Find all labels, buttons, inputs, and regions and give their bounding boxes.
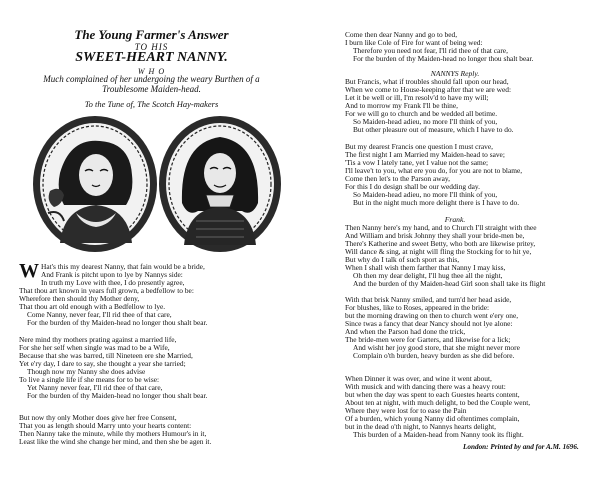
left-stanza-3 (19, 414, 211, 446)
title-line-3: SWEET-HEART NANNY. (75, 50, 228, 65)
woman-portrait-woodcut (30, 113, 160, 255)
verse-line: Will dance & sing, at night will fling the Stocking for to hit ye, (345, 247, 532, 257)
verse-line: 'Tis a vow I lately tane, yet I value not the same; (345, 158, 489, 168)
verse-line: And wisht her joy good store, that she might never more (353, 343, 520, 353)
tune-line: To the Tune of, The Scotch Hay-makers (84, 99, 219, 109)
verse-line: The bride-men were for Garters, and likewise for a lick; (345, 335, 511, 345)
verse-line: About ten at night, with much delight, to bed the Couple went, (345, 398, 531, 408)
drop-cap-letter: W (19, 260, 39, 282)
verse-line: For blushes, like to Roses, appeared in the bride: (345, 303, 490, 313)
right-stanza-4 (345, 224, 545, 288)
title-line-4: W H O (137, 67, 166, 76)
verse-line: And the burden of thy Maiden-head Girl soon shall take its flight (353, 279, 546, 289)
verse-line: For the burden of thy Maiden-head no longer thou shalt bear. (27, 318, 208, 328)
verse-line: Of a burden, which young Nanny did oftentimes complain, (345, 414, 520, 424)
verse-line: For we will go to church and be wedded all betime. (345, 109, 498, 119)
verse-line: Least like the wind she change her mind, and then she be agen it. (19, 437, 212, 447)
verse-line: For the burden of thy Maiden-head no longer thou shalt bear. (353, 54, 534, 64)
left-stanza-1 (19, 260, 208, 328)
verse-line: Though now my Nanny she does advise (27, 367, 146, 377)
verse-line: With musick and with dancing there was a heavy rout: (345, 382, 506, 392)
right-stanza-3 (345, 143, 522, 207)
title-line-1: The Young Farmer's Answer (74, 27, 229, 42)
verse-line: But Francis, what if troubles should fall upon our head, (345, 77, 509, 86)
man-portrait-woodcut (156, 113, 284, 255)
verse-line: Then Nanny here's my hand, and to Church I'll straight with thee (345, 223, 537, 232)
verse-line: Wherefore then should thy Mother deny, (19, 294, 140, 304)
right-stanza-6 (345, 375, 530, 439)
right-stanza-5 (345, 296, 520, 360)
verse-line: So Maiden-head adieu, no more I'll think of you, (353, 190, 498, 200)
verse-line: I'll leave't to you, what ere you do, for you are not to blame, (345, 166, 523, 176)
verse-line: but when the day was spent to each Guestes hearts content, (345, 390, 520, 400)
verse-line: For the burden of thy Maiden-head no longer thou shalt bear. (27, 391, 208, 401)
verse-line: And when the Parson had done the trick, (345, 327, 466, 337)
left-stanza-2 (19, 336, 207, 400)
verse-line: When we come to House-keeping after that we are wed: (345, 85, 512, 95)
stanza-heading-frank: Frank. (444, 215, 466, 224)
verse-line: Come Nanny, never fear, I'll rid thee of that care, (27, 310, 172, 320)
subtitle-line-1: Much complained of her undergoing the weary Burthen of a (43, 74, 260, 84)
verse-line: Since twas a fancy that dear Nancy should not lye alone: (345, 319, 513, 329)
verse-line: Yet Nanny never fear, I'll rid thee of that care, (27, 383, 163, 393)
subtitle-line-2: Troublesome Maiden-head. (102, 84, 201, 94)
verse-line: Come then let's to the Parson away, (345, 174, 450, 184)
verse-line: but in the dead o'th night, to Nannys hearts delight, (345, 422, 496, 432)
verse-line: Hat's this my dearest Nanny, that fain would be a bride, (41, 262, 205, 271)
verse-line: And William and brisk Johnny they shall your bride-men be, (345, 231, 525, 241)
verse-line: And Frank is pitcht upon to lye by Nannys side: (41, 270, 183, 280)
right-stanza-1 (345, 31, 533, 63)
verse-line: Where they were lost for to ease the Pain (345, 406, 467, 416)
verse-line: But in the night much more delight there is I have to do. (353, 198, 520, 208)
verse-line: But other pleasure out of measure, which I have to do. (353, 125, 514, 135)
verse-line: Therefore you need not fear, I'll rid thee of that care, (353, 46, 508, 56)
verse-line: Oh then my dear delight, I'll hug thee all the night, (353, 271, 503, 281)
verse-line: In truth my Love with thee, I do presently agree, (41, 278, 185, 288)
right-stanza-2 (345, 78, 514, 134)
verse-line: But now thy only Mother does give her free Consent, (19, 413, 177, 422)
verse-line: And to morrow my Frank I'll be thine, (345, 101, 458, 111)
verse-line: Yet e'ry day, I dare to say, she thought a year she tarried; (19, 359, 186, 369)
verse-line: Let it be well or ill, I'm resolv'd to have my will; (345, 93, 489, 103)
verse-line: Come then dear Nanny and go to bed, (345, 30, 458, 39)
verse-line: This burden of a Maiden-head from Nanny took its flight. (353, 430, 524, 440)
verse-line: Complain o'th burden, heavy burden as she did before. (353, 351, 515, 361)
verse-line: I burn like Cole of Fire for want of being wed: (345, 38, 483, 48)
verse-line: That thou art known in years full grown, a bedfellow to be: (19, 286, 194, 296)
stanza-heading-nanny: NANNYS Reply. (430, 69, 480, 78)
verse-line: When I shall wish them farther that Nanny I may kiss, (345, 263, 506, 273)
verse-line: The first night I am Married my Maiden-head to save; (345, 150, 505, 160)
verse-line: For this I do design shall be our wedding day. (345, 182, 480, 192)
subtitle (0, 74, 303, 94)
verse-line: Nere mind thy mothers prating against a married life, (19, 335, 177, 344)
verse-line: When Dinner it was over, and wine it went about, (345, 374, 492, 383)
verse-line: For she her self when single was mad to be a Wife, (19, 343, 170, 353)
title-line-2: TO HIS (134, 42, 169, 52)
verse-line: With that brisk Nanny smiled, and turn'd her head aside, (345, 295, 512, 304)
verse-line: There's Katherine and sweet Betty, who both are likewise pritey, (345, 239, 536, 249)
imprint-line: London: Printed by and for A.M. 1696. (463, 443, 579, 451)
verse-line: but the morning drawing on then to church went e'ery one, (345, 311, 519, 321)
verse-line: That thou art old enough with a Bedfellow to lye. (19, 302, 166, 312)
verse-line: So Maiden-head adieu, no more I'll think of you, (353, 117, 498, 127)
verse-line: That you as length should Marry unto your hearts content: (19, 421, 192, 431)
verse-line: To live a single life if she means for to be wise: (19, 375, 160, 385)
verse-line: Because that she was barred, till Nineteen ere she Married, (19, 351, 193, 361)
verse-line: But my dearest Francis one question I must crave, (345, 142, 493, 151)
verse-line: Then Nanny take the minute, while thy mothers Humour's in it, (19, 429, 207, 439)
verse-line: But why do I talk of such sport as this, (345, 255, 460, 265)
